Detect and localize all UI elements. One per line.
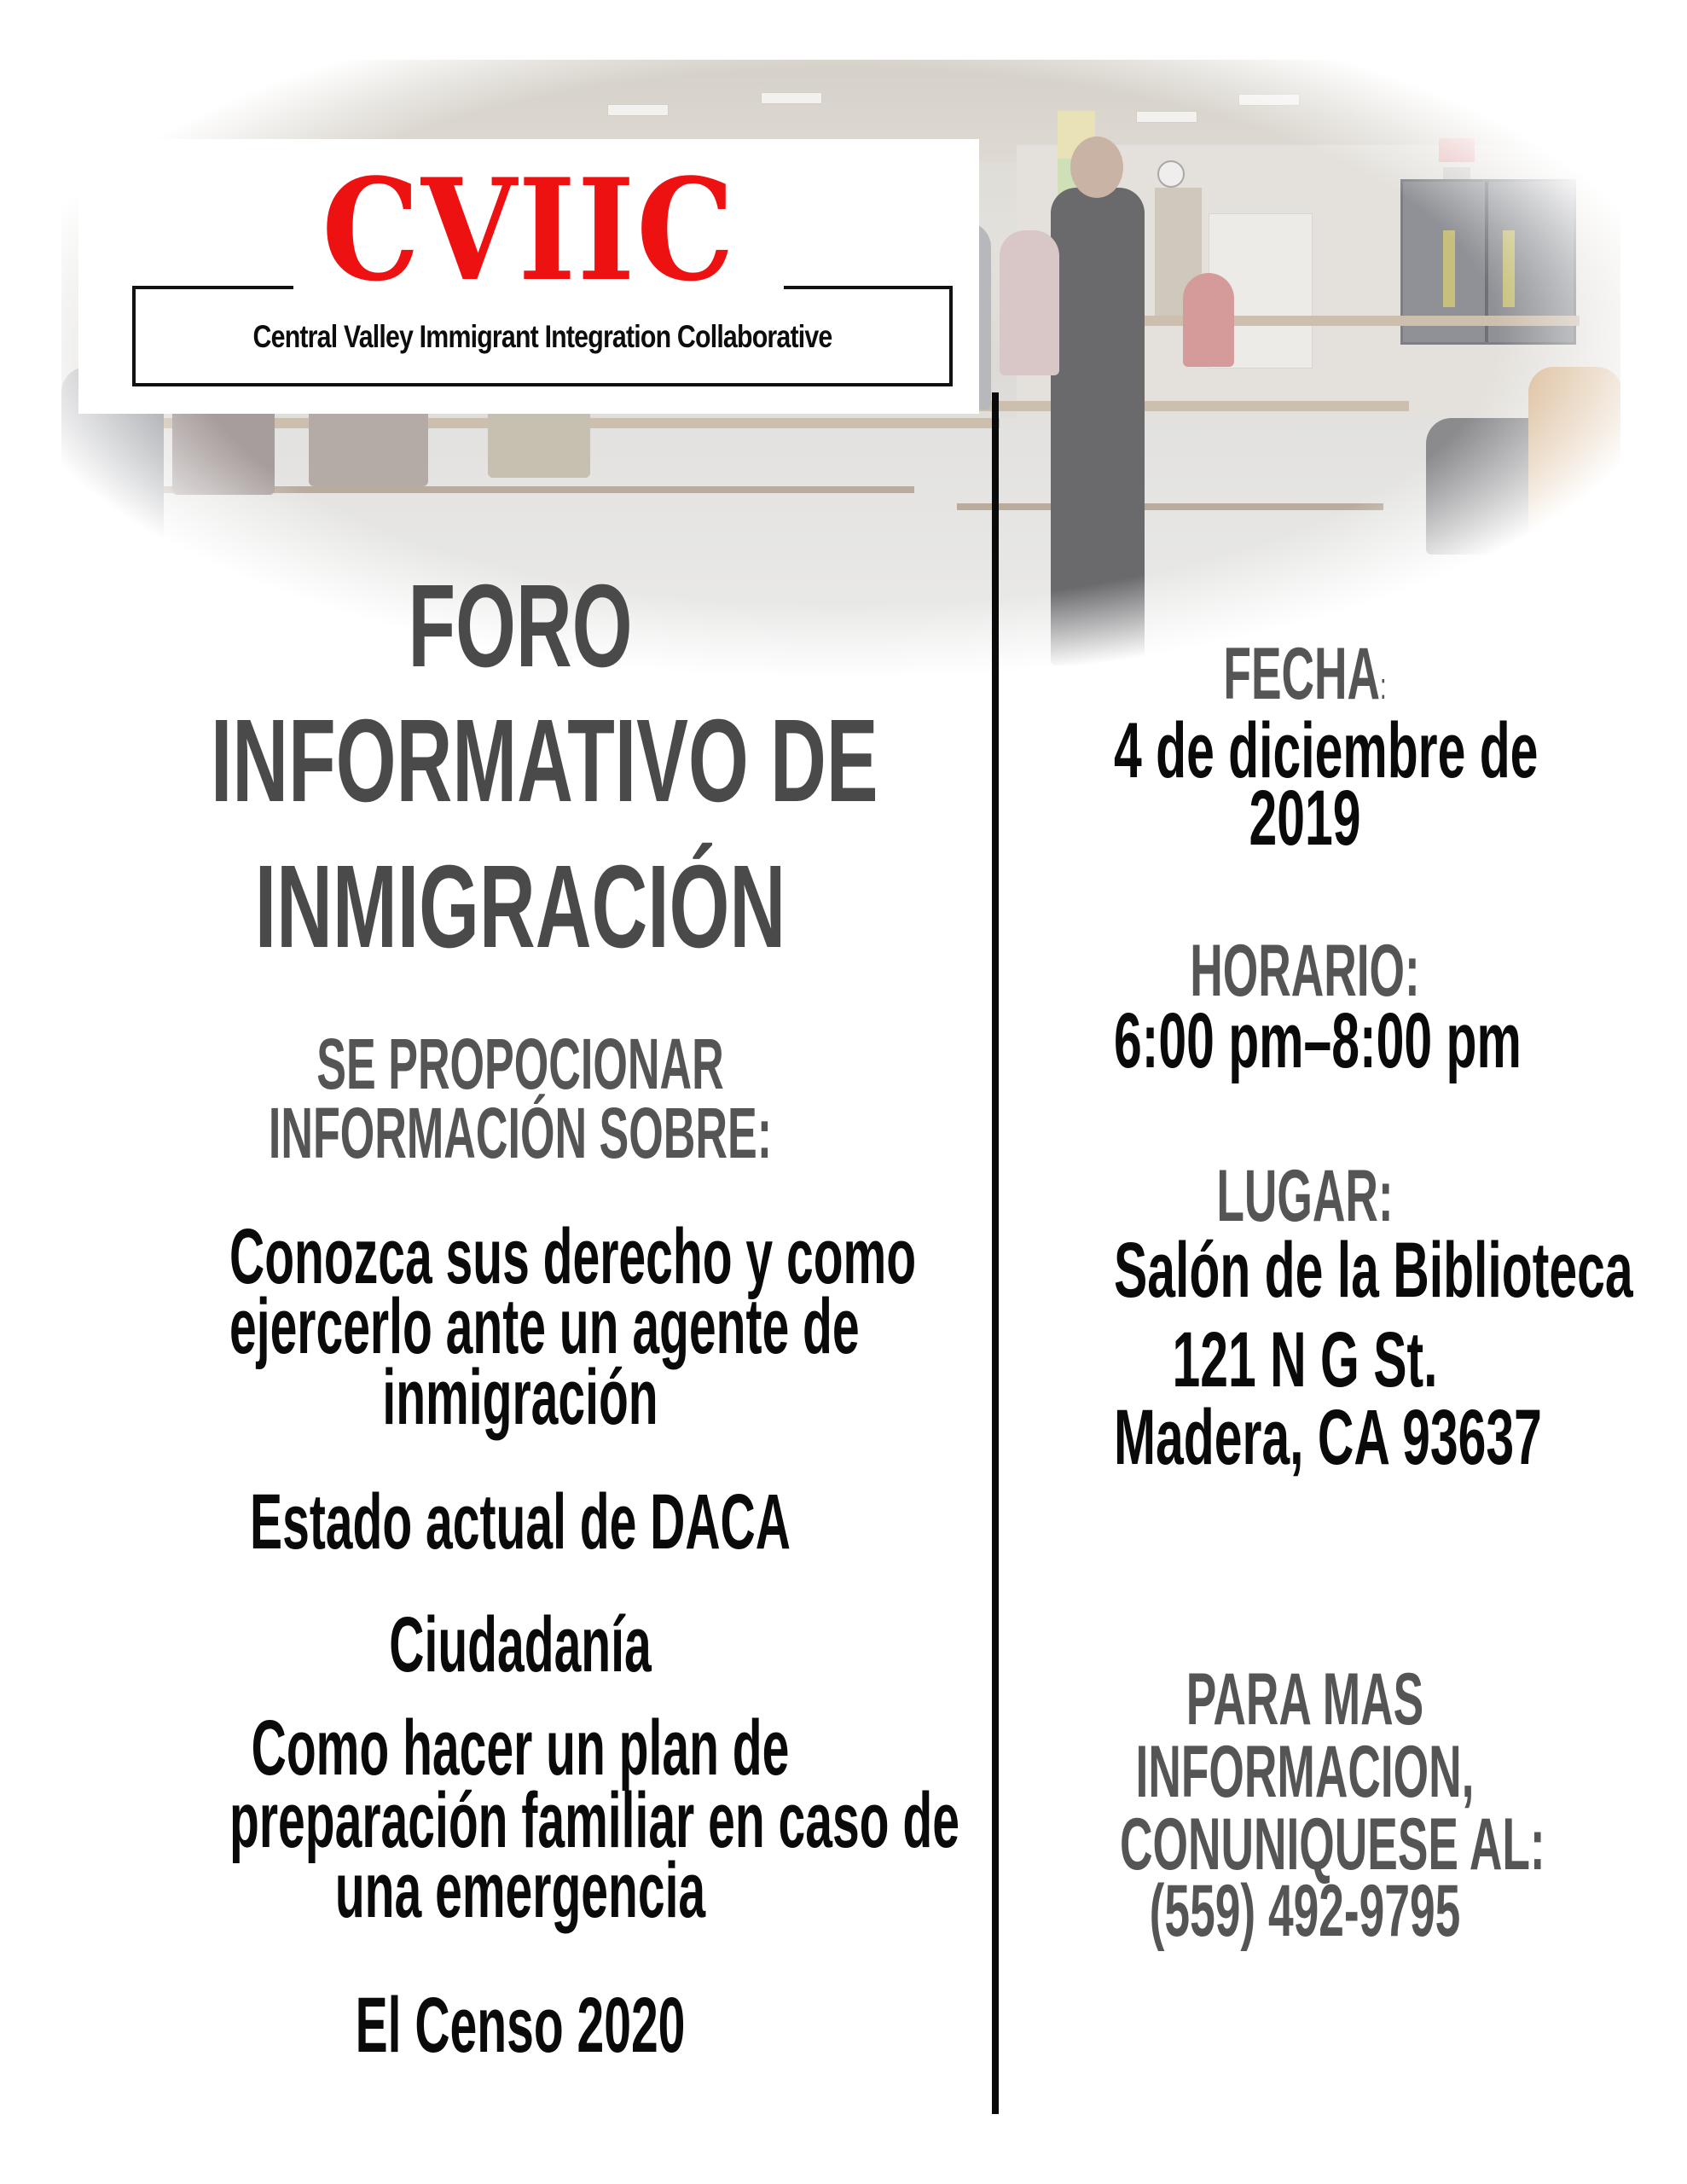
topic-item: inmigración [382,1354,658,1441]
photo-vent [138,80,241,101]
photo-person-seated [1183,273,1234,367]
place-line-3: Madera, CA 93637 [1114,1394,1542,1481]
title-line-3: INMIGRACIÓN [254,841,786,973]
photo-person-head [1070,136,1123,198]
photo-door-window [1443,230,1455,307]
topic-item: Ciudadanía [389,1601,652,1688]
topic-item: preparación familiar en caso de [229,1777,959,1864]
photo-ceiling-light [1238,94,1300,106]
contact-line-1: PARA MAS [1186,1658,1424,1740]
logo-frame [132,286,953,386]
logo-frame-line-right [784,286,953,289]
time-value: 6:00 pm–8:00 pm [1114,997,1522,1084]
topic-item: Conozca sus derecho y como [229,1213,917,1300]
cviic-logo [78,139,979,414]
title-line-1: FORO [408,561,633,692]
topic-item: Como hacer un plan de [251,1705,790,1792]
topic-item: El Censo 2020 [355,1982,686,2069]
topic-item: una emergencia [334,1847,706,1934]
topic-item: ejercerlo ante un agente de [229,1283,860,1370]
place-line-2: 121 N G St. [1172,1316,1438,1403]
place-line-1: Salón de la Biblioteca [1114,1227,1633,1314]
place-label: LUGAR: [1216,1155,1394,1237]
photo-table [965,401,1409,411]
photo-ceiling-light [607,104,669,116]
contact-line-2: INFORMACION, [1135,1731,1475,1813]
column-divider [992,392,999,2114]
date-value-line-2: 2019 [1249,775,1361,862]
photo-door-window [1503,230,1515,307]
topic-item: Estado actual de DACA [250,1478,791,1565]
logo-acronym: CVIIC [322,148,736,312]
title-line-2: INFORMATIVO DE [211,695,878,827]
date-label-text: FECHA [1223,633,1381,715]
logo-frame-line-left [132,286,293,289]
photo-ceiling-light [1136,111,1197,123]
time-label: HORARIO: [1190,930,1420,1012]
photo-person-seated [1528,367,1620,606]
logo-full-name: Central Valley Immigrant Integration Collaborative [252,319,832,354]
intro-line-1: SE PROPOCIONAR [316,1024,724,1104]
date-label-colon: : [1380,665,1387,707]
contact-phone: (559) 492-9795 [1149,1870,1461,1952]
contact-line-3: CONUNIQUESE AL: [1120,1804,1545,1885]
date-value-line-1: 4 de diciembre de [1114,707,1539,794]
photo-bench [957,503,1383,510]
photo-ceiling-light [761,92,822,104]
intro-line-2: INFORMACIÓN SOBRE: [268,1093,773,1173]
photo-person-standing [1051,188,1145,665]
photo-exit-notice [1439,138,1475,162]
photo-person-child [1000,230,1059,375]
photo-wall-clock [1157,160,1185,188]
